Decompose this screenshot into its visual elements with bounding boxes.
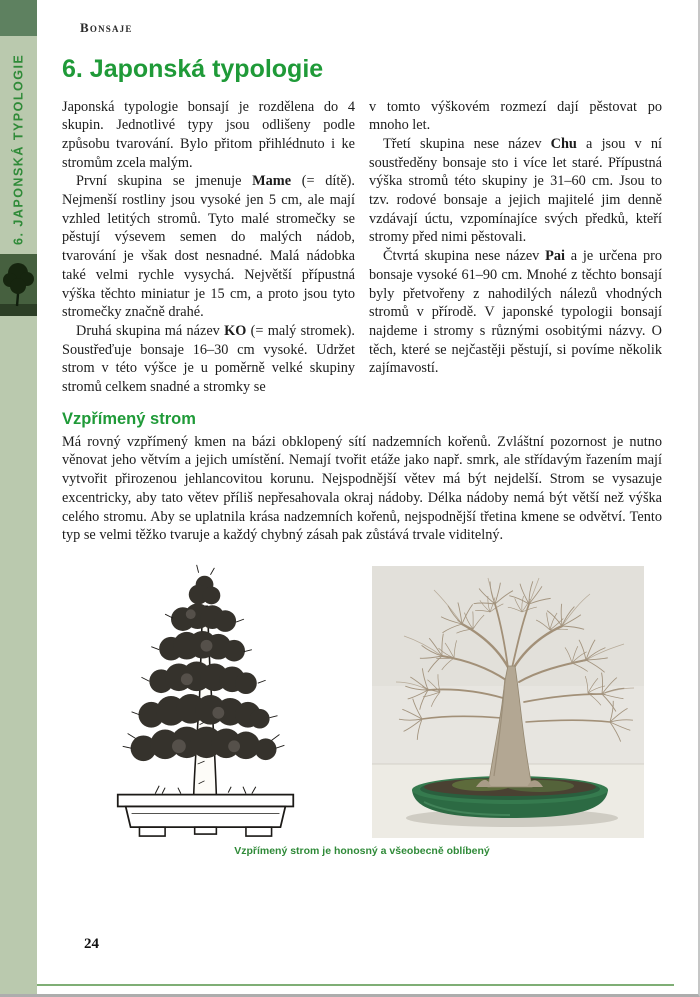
- content-area: [62, 0, 662, 857]
- footer-rule: [37, 984, 674, 986]
- paragraph-text: První skupina se jmenuje: [76, 173, 253, 190]
- term-mame: Mame: [252, 173, 292, 190]
- column-right: [369, 98, 662, 397]
- paragraph: [369, 98, 662, 135]
- figure-caption: Vzpřímený strom je honosný a všeobecně oblíbený: [234, 844, 490, 857]
- sidebar-tree-thumbnail: [0, 254, 37, 316]
- running-header: Bonsaje: [80, 20, 133, 35]
- bonsai-photo: [372, 566, 644, 838]
- term-chu: Chu: [550, 135, 577, 152]
- page-number: 24: [84, 936, 99, 952]
- chapter-color-square: [0, 0, 37, 36]
- paragraph: [62, 172, 355, 322]
- paragraph-text: (= malý stromek). Soustřeďuje bonsaje 16–30 cm vysoké. Udržet strom v této výšce je u poměrně velké skupiny stromů celkem snadné a stromky se: [62, 322, 355, 396]
- paragraph-text: (= dítě). Nejmenší rostliny jsou vysoké jen 5 cm, ale mají vzhled letitých stromů. Tyto malé stromečky se pěstují výsevem semen do malých nádob, tvarování je však dost nesnadné. Malá nádobka také velmi rychle vysychá. Největší přípustná výška těchto miniatur je 15 cm, a proto jsou tyto stromečky značně drahé.: [62, 173, 356, 321]
- chapter-title: 6. Japonská typologie: [62, 55, 324, 83]
- paragraph: [369, 247, 662, 378]
- paragraph-text: Japonská typologie bonsají je rozdělena do 4 skupin. Jednotlivé typy jsou odlišeny podle způsobu tvarování. Bylo přitom přihlédnuto i ke stromům zcela malým.: [62, 98, 355, 171]
- paragraph-text: Čtvrtá skupina nese název: [383, 248, 546, 265]
- column-left: [62, 98, 355, 397]
- term-pai: Pai: [545, 248, 565, 265]
- paragraph-text: Třetí skupina nese název: [383, 135, 551, 152]
- upright-tree-drawing: [96, 557, 318, 838]
- paragraph: [62, 98, 355, 173]
- paragraph-text: a jsou v ní soustředěny bonsaje sto i více let staré. Přípustná výška stromů této skupiny je 31–60 cm. Jsou to tzv. rodové bonsaje a jejich majitelé jim denně vzdávají úctu, vzpomínajíce svých předků, kteří stromy před nimi pěstovali.: [369, 135, 662, 246]
- paragraph: [369, 135, 662, 247]
- paragraph-text: Druhá skupina má název: [76, 322, 225, 339]
- sidebar-vertical-label: 6. JAPONSKÁ TYPOLOGIE: [11, 53, 26, 245]
- intro-columns: [62, 98, 662, 397]
- figure-row: [62, 557, 662, 838]
- paragraph-text: v tomto výškovém rozmezí dají pěstovat po mnoho let.: [369, 98, 662, 134]
- paragraph: [62, 322, 355, 397]
- paragraph-text: a je určena pro bonsaje vysoké 61–90 cm. Mnohé z těchto bonsají byly přetvořeny z nahodilých nálezů vhodných stromů v přírodě. V japonské typologii bonsají najdeme i stromy s různými osobitými názvy. O těch, které se nejčastěji pěstují, si povíme několik zajímavostí.: [369, 248, 662, 377]
- term-ko: KO: [224, 322, 247, 339]
- section-paragraph: Má rovný vzpřímený kmen na bázi obklopený sítí nadzemních kořenů. Zvláštní pozornost je nutno věnovat jeho větvím a jejich umístění. Nemají tvořit etáže jako např. smrk, ale střídavým řazením mají vytvořit přirozenou jehlancovitou korunu. Nejspodnější větev má být nejdelší. Strom se vysazuje excentricky, aby tato větev příliš nepřesahovala okraj nádoby. Délka nádoby nemá být větší než výška celého stromu. Aby se uplatnila krása nadzemních kořenů, nejspodnější třetina kmene se odvětví. Tento typ se velmi těžko tvaruje a každý chybný zásah pak zůstává trvale viditelný.: [62, 433, 662, 544]
- section-heading: Vzpřímený strom: [62, 409, 196, 428]
